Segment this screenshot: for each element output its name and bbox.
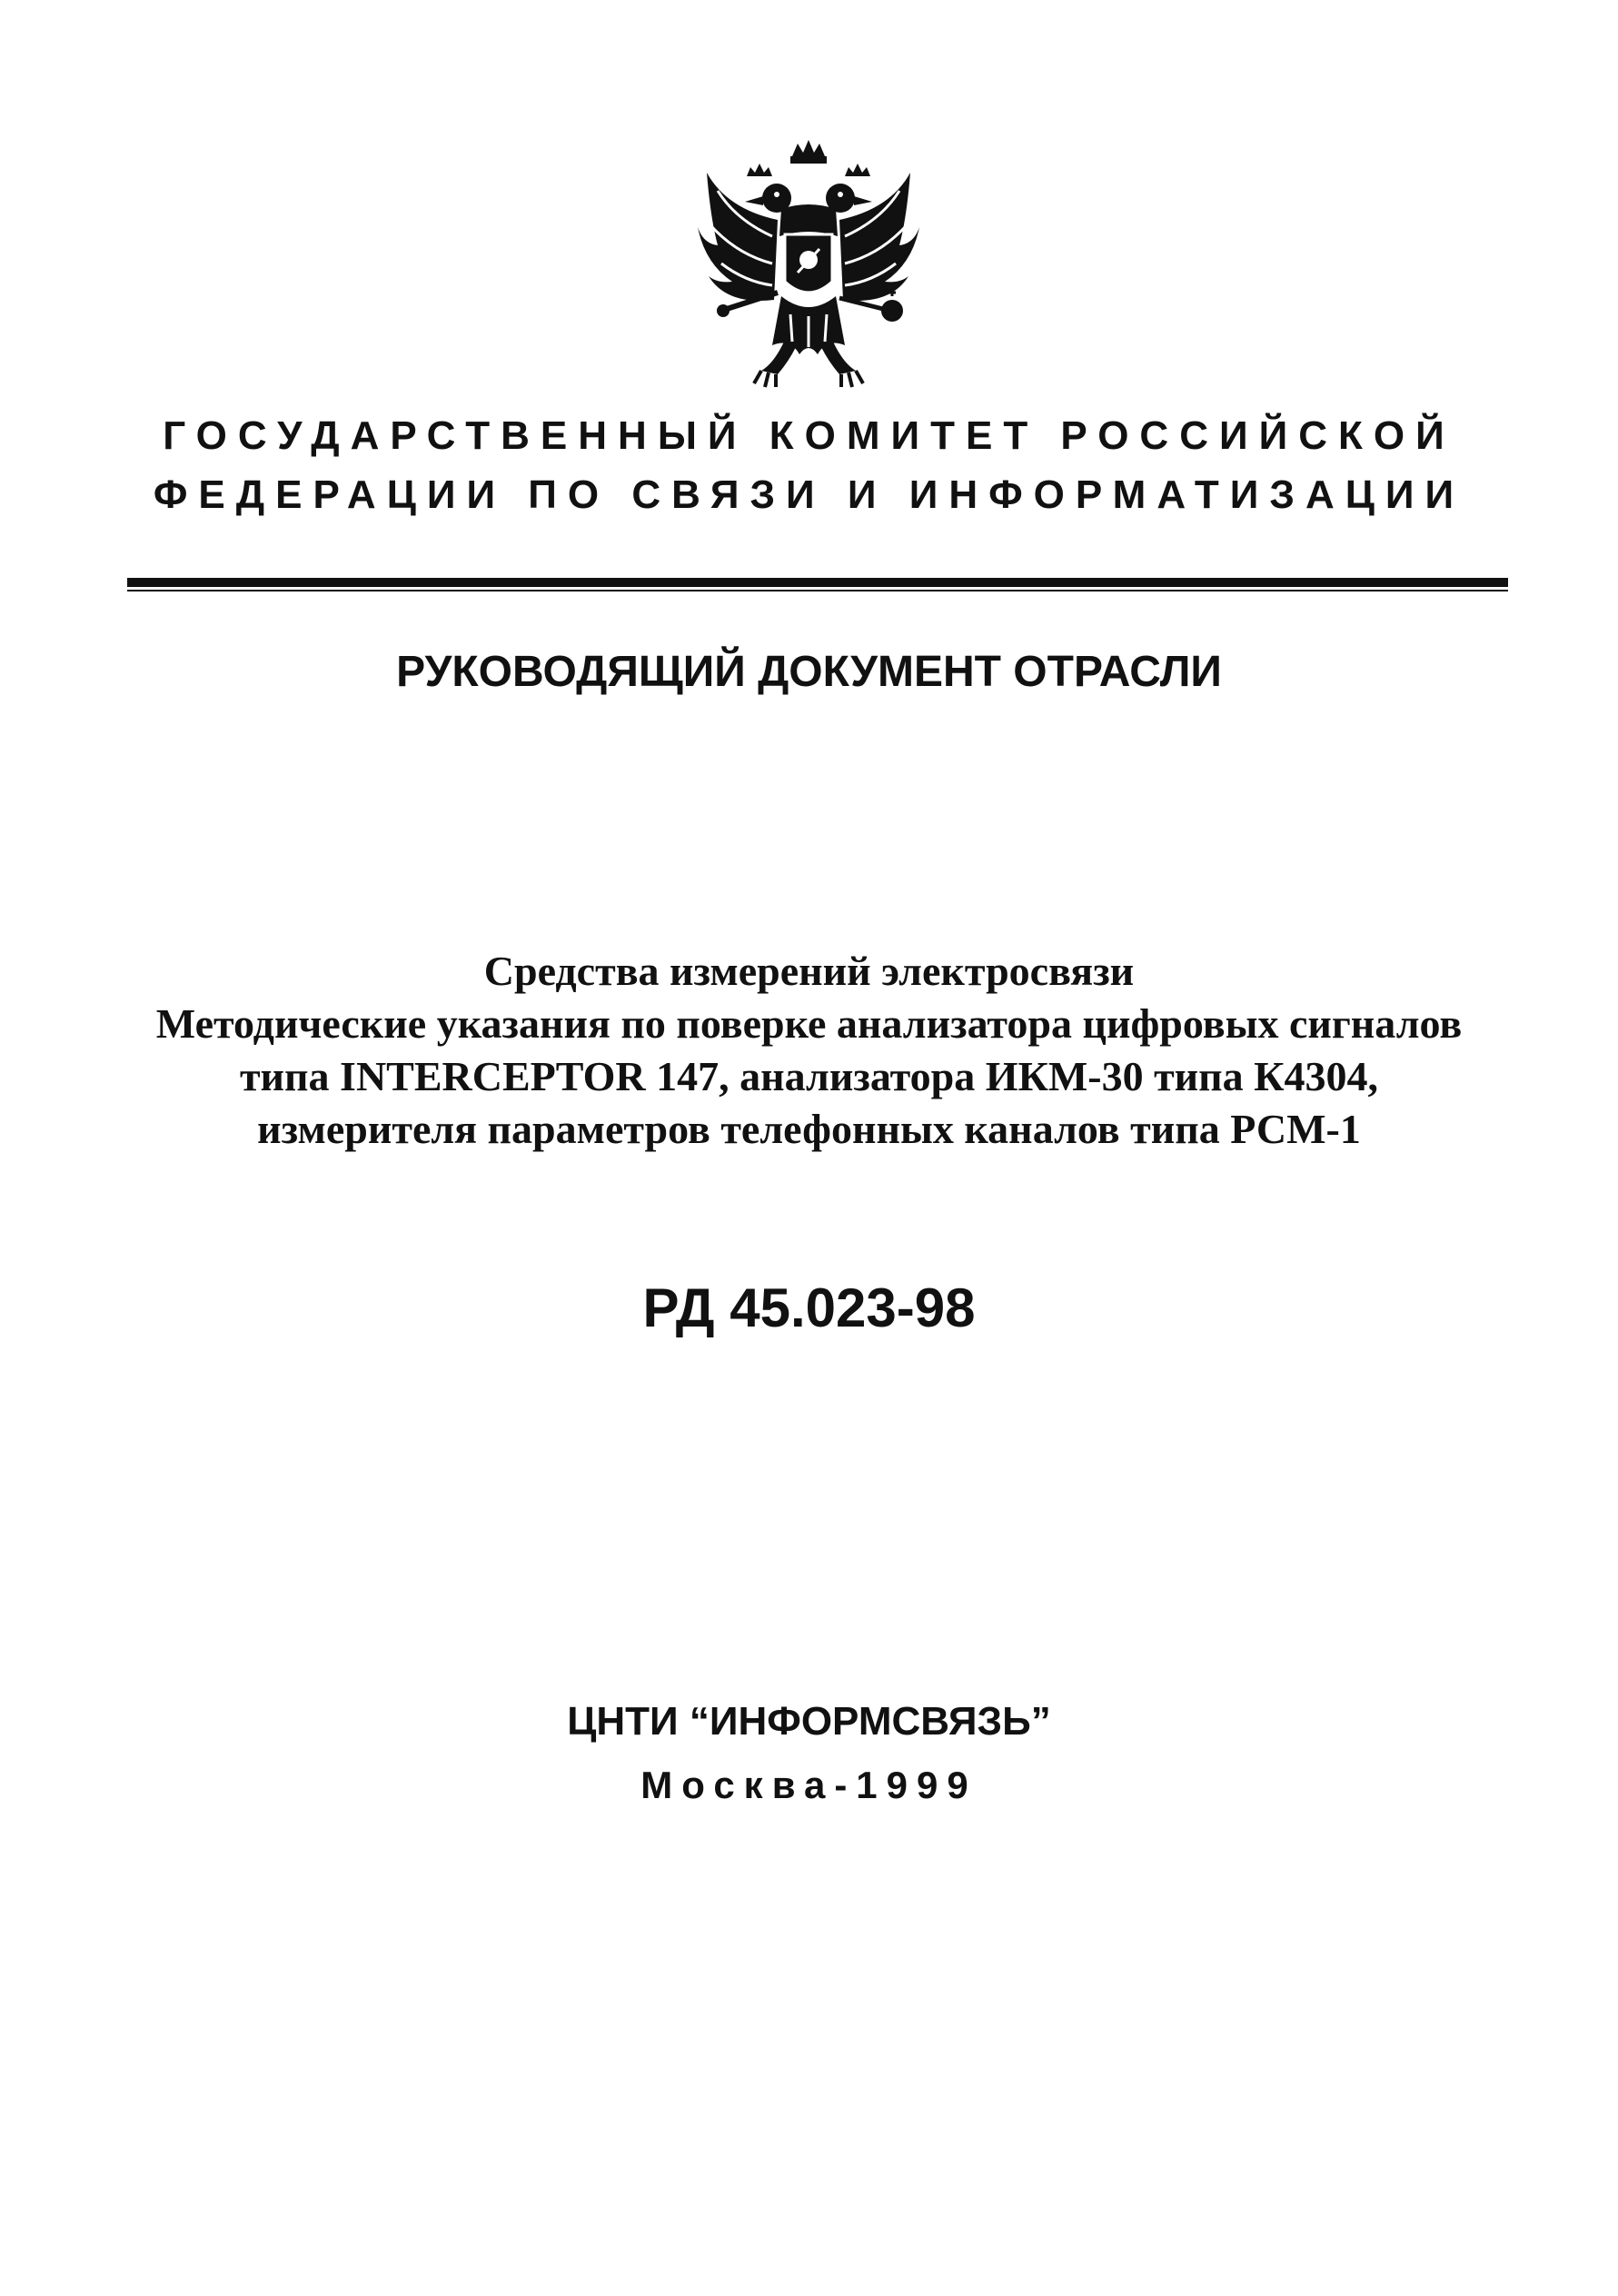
title-line-4: измерителя параметров телефонных каналов типа РСМ-1: [257, 1106, 1361, 1152]
title-line-2: Методические указания по поверке анализатора цифровых сигналов: [155, 1000, 1463, 1047]
title-line-3: типа INTERCEPTOR 147, анализатора ИКМ-30 типа К4304,: [239, 1053, 1379, 1099]
document-designation: РД 45.023-98: [642, 1277, 976, 1338]
coat-of-arms-icon: [690, 136, 927, 391]
document-kind: РУКОВОДЯЩИЙ ДОКУМЕНТ ОТРАСЛИ: [396, 648, 1222, 696]
header-divider-thick: [127, 578, 1508, 587]
document-title: [109, 945, 1509, 1156]
committee-name-line1: ГОСУДАРСТВЕННЫЙ КОМИТЕТ РОССИЙСКОЙ: [163, 413, 1455, 458]
committee-name-line2: ФЕДЕРАЦИИ ПО СВЯЗИ И ИНФОРМАТИЗАЦИИ: [153, 472, 1465, 517]
publisher-name: ЦНТИ “ИНФОРМСВЯЗЬ”: [567, 1699, 1051, 1744]
title-line-1: Средства измерений электросвязи: [483, 948, 1135, 994]
city-year: Москва-1999: [640, 1764, 978, 1806]
header-divider-thin: [127, 590, 1508, 591]
